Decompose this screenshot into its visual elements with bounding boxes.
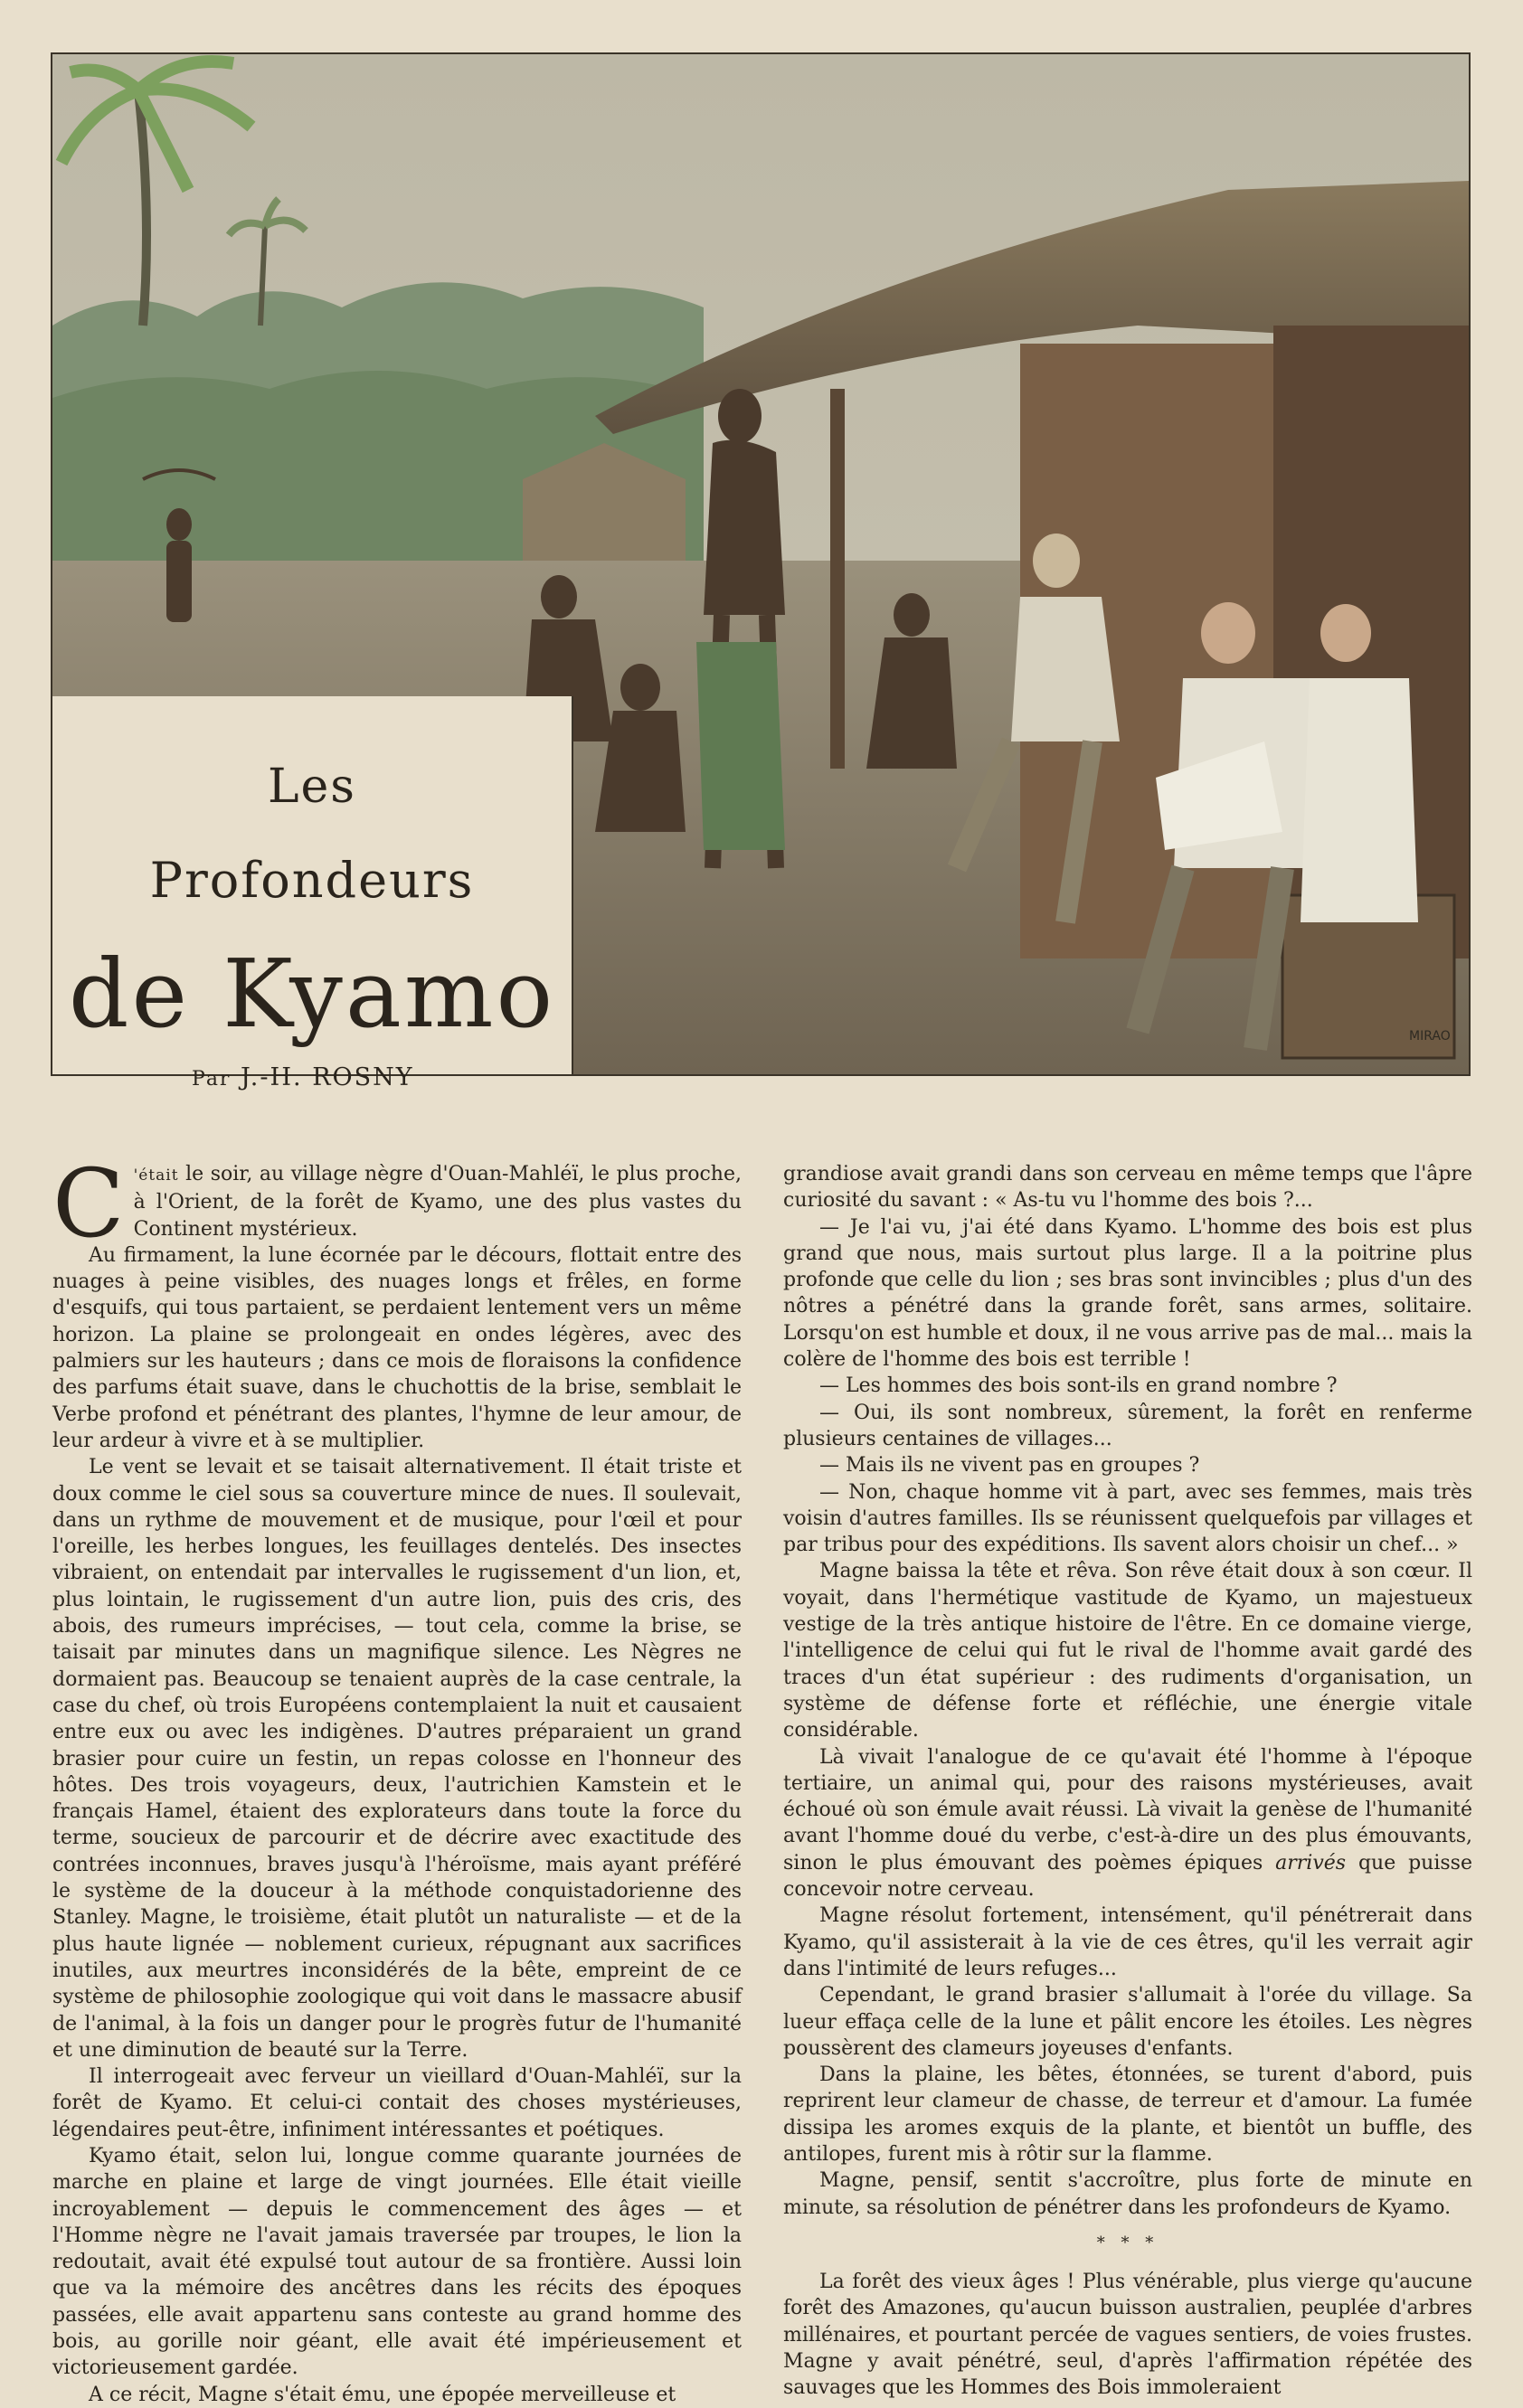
paragraph (52, 1148, 742, 1259)
paragraph: Il interrogeait avec ferveur un vieillard d'Ouan-Mahléï, sur la forêt de Kyamo. Et celui-ci contait des choses mystérieuses, légendaires peut-être, infiniment intéressantes et poétiques. (52, 2065, 742, 2141)
paragraph: Cependant, le grand brasier s'allumait à l'orée du village. Sa lueur effaça celle de la lune et pâlit encore les étoiles. Les nègres poussèrent des clameurs joyeuses d'enfants. (783, 1984, 1472, 2060)
byline-prefix: Par (192, 1068, 232, 1091)
title-line-3: de Kyamo (68, 939, 556, 1049)
paragraph: La forêt des vieux âges ! Plus vénérable, plus vierge qu'aucune forêt des Amazones, qu'aucun buisson australien, peuplée d'arbres millénaires, et pourtant percée de vagues sentiers, de voies frustes. Magne y avait pénétré, seul, d'après l'affirmation répétée des sauvages que les Hommes des Bois immoleraient (783, 2271, 1472, 2400)
illustration-signature: MIRAO (1409, 1029, 1451, 1043)
paragraph-text: le soir, au village nègre d'Ouan-Mahléï, le plus proche, à l'Orient, de la forêt de Kyamo, une des plus vastes du Continent mystérieux. (133, 1163, 742, 1241)
byline (192, 1063, 463, 1091)
left-column (52, 1148, 742, 2408)
paragraph: Le vent se levait et se taisait alternativement. Il était triste et doux comme le ciel sous sa couverture mince de nues. Il soulevait, dans un rythme de mouvement et de musique, pour l'œil et pour l'oreille, les herbes longues, les feuillages dentelés. Des insectes vibraient, on entendait par intervalles le rugissement d'un lion, et, plus lointain, le rugissement d'un autre lion, puis des cris, des abois, des rumeurs imprécises, — tout cela, comme la brise, se taisait par minutes dans un magnifique silence. Les Nègres ne dormaient pas. Beaucoup se tenaient auprès de la case centrale, la case du chef, où trois Européens contemplaient la nuit et causaient entre eux ou avec les indigènes. D'autres préparaient un grand brasier pour cuire un festin, un repas colosse en l'honneur des hôtes. Des trois voyageurs, deux, l'autrichien Kamstein et le français Hamel, étaient des explorateurs dans toute la force du terme, soucieux de parcourir et de décrire avec exactitude des contrées inconnues, braves jusqu'à l'héroïsme, mais ayant préféré le système de la douceur à la méthode conquistadorienne des Stanley. Magne, le troisième, était plutôt un naturaliste — et de la plus haute lignée — noblement curieux, répugnant aux sacrifices inutiles, aux meurtres inconsidérés de la bête, empreint de ce système de philosophie zoologique qui voit dans le massacre abusif de l'animal, à la fois un danger pour le progrès futur de l'humanité et une diminution de beauté sur la Terre. (52, 1456, 742, 2062)
emphasis: arrivés (1275, 1851, 1347, 1874)
paragraph: Kyamo était, selon lui, longue comme quarante journées de marche en plaine et large de vingt journées. Elle était vieille incroyablement — depuis le commencement des âges — et l'Homme nègre ne l'avait jamais traversée par troupes, le lion la redoutait, avait été expulsé tout autour de sa frontière. Aussi loin que va la mémoire des ancêtres dans les récits des époques passées, elle avait appartenu sans conteste au grand homme des bois, au gorille noir géant, elle avait été impérieusement et victorieusement gardée. (52, 2144, 742, 2380)
byline-author: J.-H. ROSNY (241, 1063, 414, 1091)
paragraph: Magne résolut fortement, intensément, qu'il pénétrerait dans Kyamo, qu'il assisterait à la vie de ces êtres, qu'il les verrait agir dans l'intimité de leurs refuges... (783, 1904, 1472, 1980)
title-block (52, 696, 573, 1074)
paragraph: — Je l'ai vu, j'ai été dans Kyamo. L'homme des bois est plus grand que nous, mais surtout plus large. Il a la poitrine plus profonde que celle du lion ; ses bras sont invincibles ; plus d'un des nôtres a pénétré dans la grande forêt, sans armes, solitaire. Lorsqu'on est humble et doux, il ne vous arrive pas de mal... mais la colère de l'homme des bois est terrible ! (783, 1215, 1472, 1372)
drop-cap: C (52, 1148, 125, 1259)
paragraph-text: Là vivait l'analogue de ce qu'avait été l'homme à l'époque tertiaire, un animal qui, pour des raisons mystérieuses, avait échoué où son émule avait réussi. Là vivait la genèse de l'humanité avant l'homme doué du verbe, c'est-à-dire un des plus émouvants, sinon le plus émouvant des poèmes épiques (783, 1745, 1472, 1874)
paragraph: — Les hommes des bois sont-ils en grand nombre ? (819, 1374, 1338, 1398)
section-break: * * * (1096, 2233, 1159, 2252)
paragraph: Dans la plaine, les bêtes, étonnées, se turent d'abord, puis reprirent leur clameur de chasse, de terreur et d'amour. La fumée dissipa les aromes exquis de la plante, et bientôt un buffle, des antilopes, furent mis à rôtir sur la flamme. (783, 2063, 1472, 2166)
title-line-1: Les (268, 760, 356, 814)
title-line-2: Profondeurs (149, 852, 475, 909)
paragraph: grandiose avait grandi dans son cerveau en même temps que l'âpre curiosité du savant : « As-tu vu l'homme des bois ?... (783, 1163, 1472, 1213)
paragraph: Magne baissa la tête et rêva. Son rêve était doux à son cœur. Il voyait, dans l'hermétique vastitude de Kyamo, un majestueux vestige de la très antique histoire de l'être. En ce domaine vierge, l'intelligence de celui qui fut le rival de l'homme avait gardé des traces d'un état supérieur : des rudiments d'organisation, un système de défense forte et réfléchie, une énergie vitale considérable. (783, 1560, 1472, 1742)
paragraph: — Oui, ils sont nombreux, sûrement, la forêt en renferme plusieurs centaines de villages... (783, 1401, 1472, 1450)
paragraph-text: que puisse concevoir notre cerveau. (783, 1851, 1472, 1902)
right-column (783, 1161, 1472, 2402)
paragraph (783, 1744, 1472, 1903)
paragraph: — Non, chaque homme vit à part, avec ses femmes, mais très voisin d'autres familles. Ils se réunissent quelquefois par villages et par tribus pour des expéditions. Ils savent alors choisir un chef... » (783, 1480, 1472, 1557)
paragraph: A ce récit, Magne s'était ému, une épopée merveilleuse et (89, 2383, 676, 2406)
first-word: 'était (133, 1166, 179, 1185)
paragraph: Magne, pensif, sentit s'accroître, plus forte de minute en minute, sa résolution de pénétrer dans les profondeurs de Kyamo. (783, 2169, 1472, 2219)
paragraph: — Mais ils ne vivent pas en groupes ? (819, 1454, 1200, 1478)
paragraph: Au firmament, la lune écornée par le décours, flottait entre des nuages à peine visibles, des nuages longs et frêles, en forme d'esquifs, qui tous partaient, se perdaient lentement vers un même horizon. La plaine se prolongeait en ondes légères, avec des palmiers sur les hauteurs ; dans ce mois de floraisons la confidence des parfums était suave, dans le chuchottis de la brise, semblait le Verbe profond et pénétrant des plantes, l'hymne de leur amour, de leur ardeur à vivre et à se multiplier. (52, 1243, 742, 1452)
